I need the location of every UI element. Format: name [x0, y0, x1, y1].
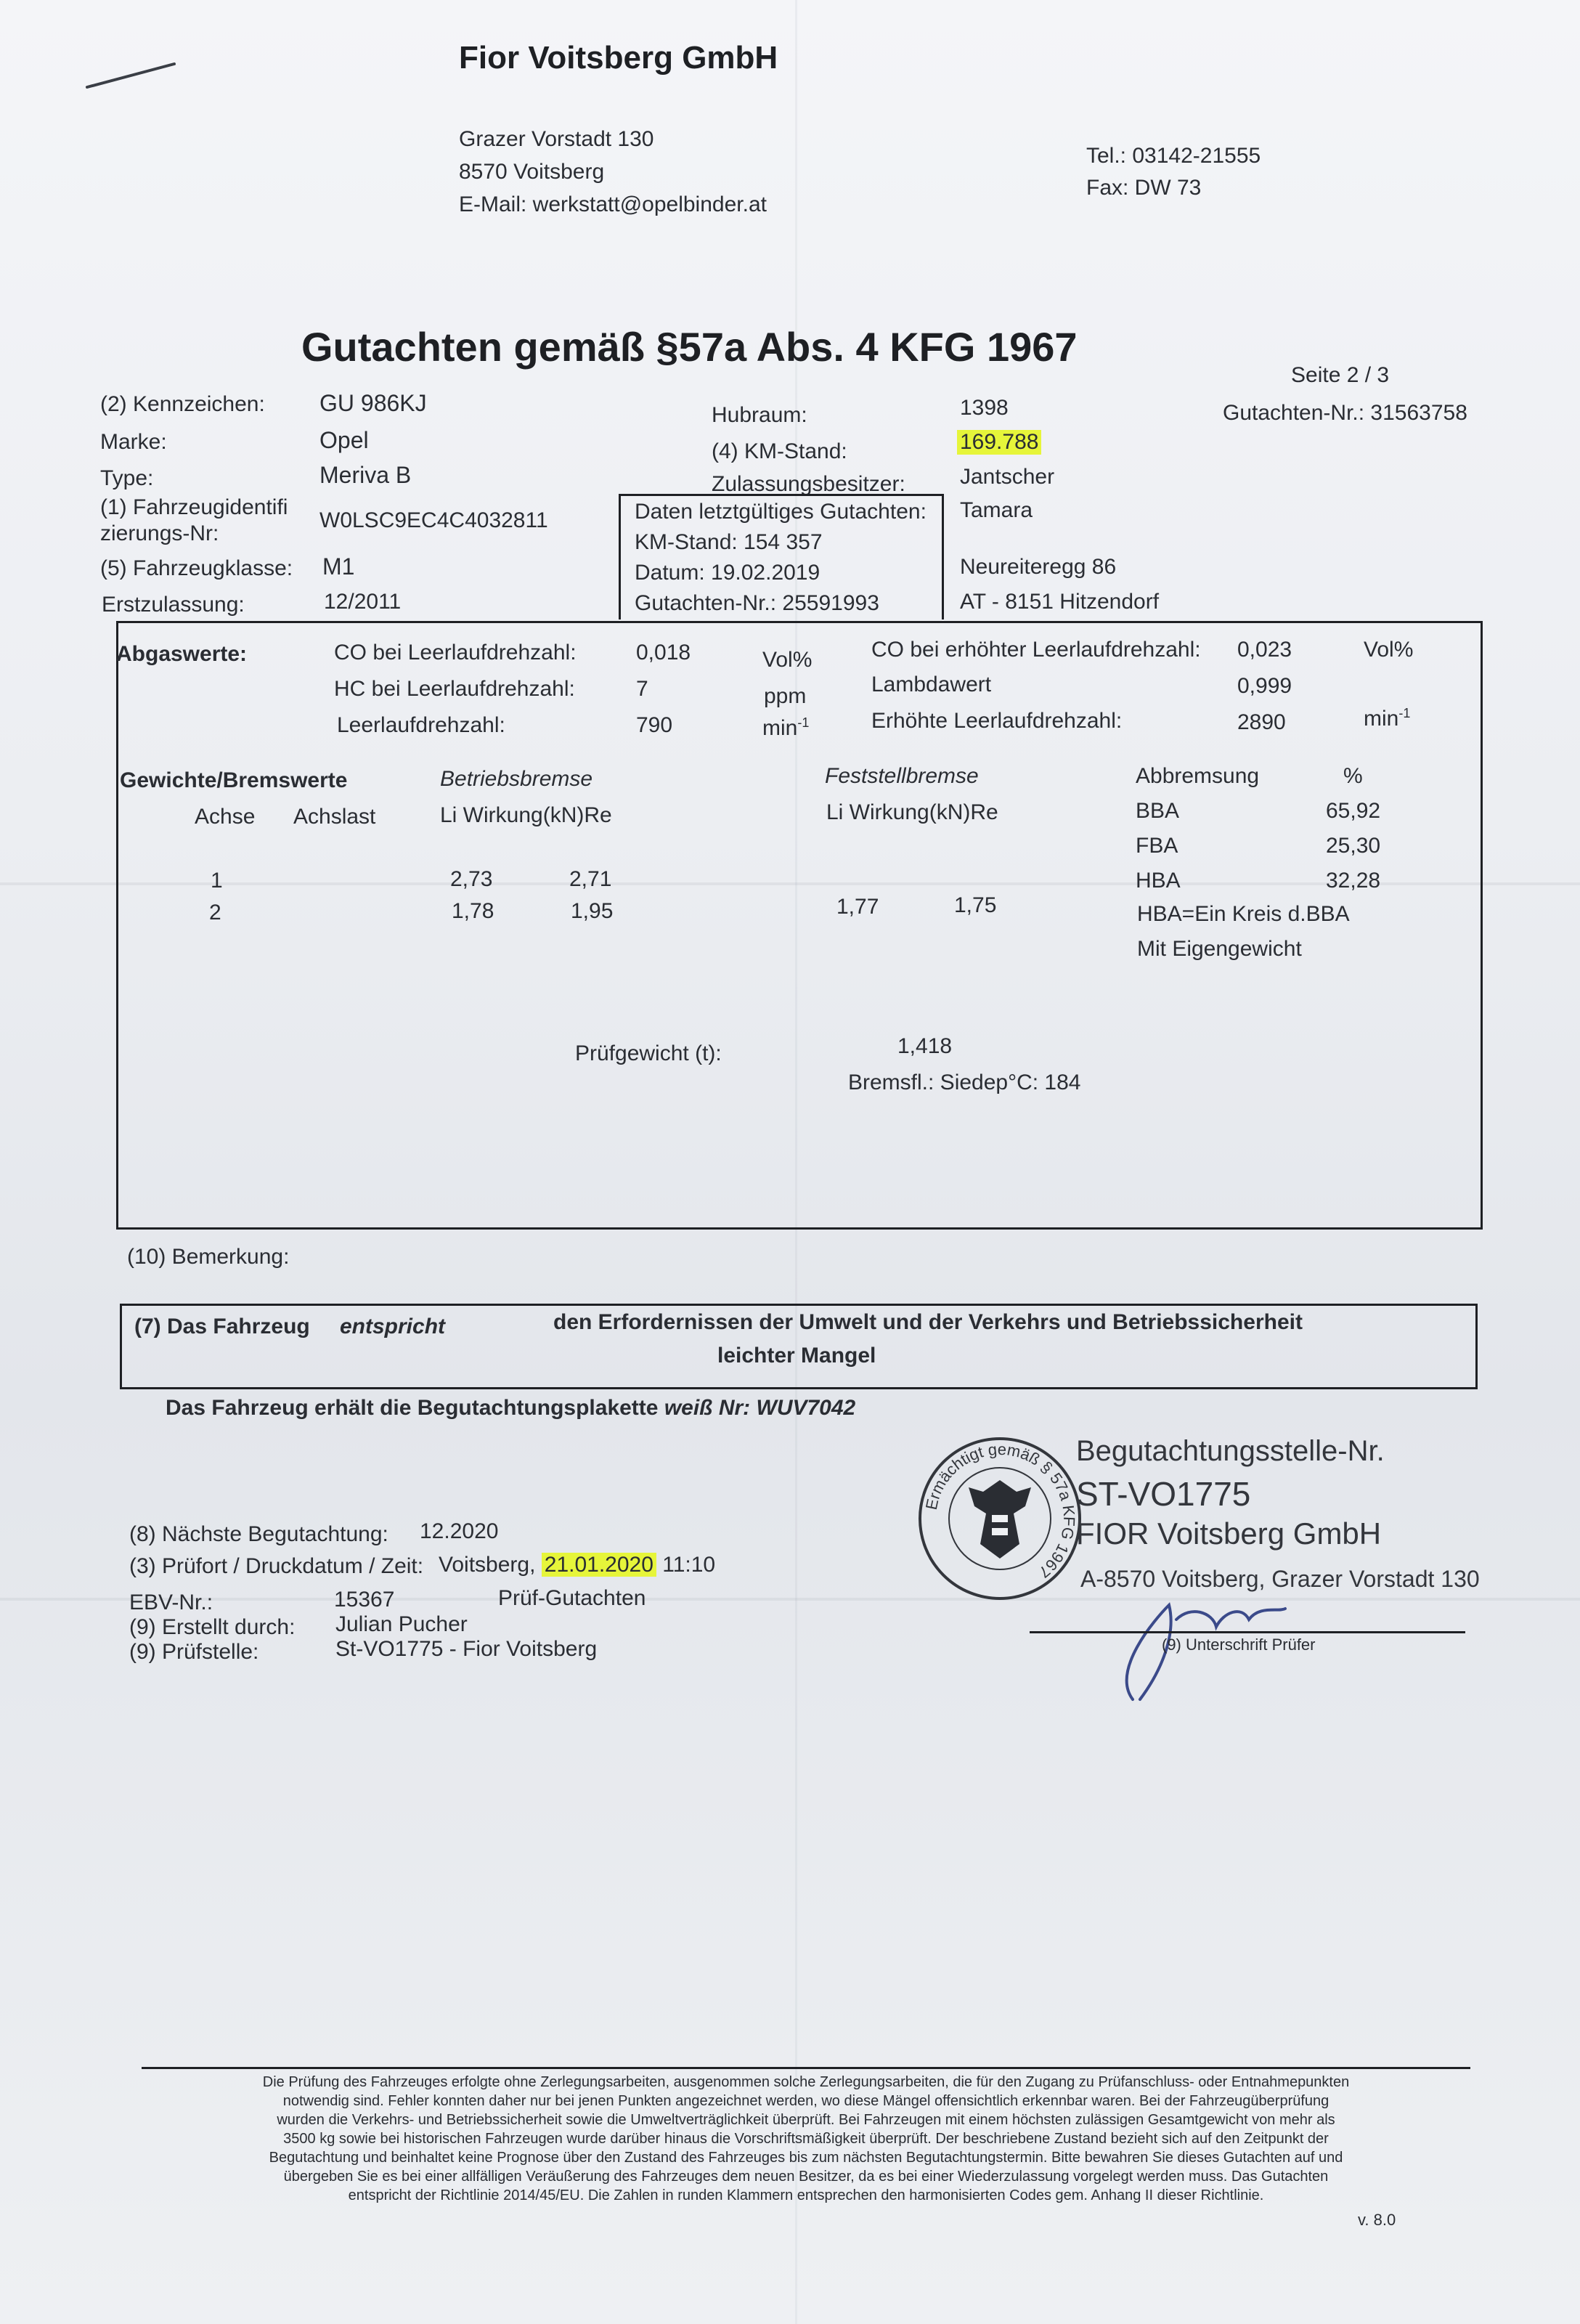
company-name: Fior Voitsberg GmbH	[459, 40, 778, 76]
plakette-number: weiß Nr: WUV7042	[664, 1396, 856, 1420]
rpm-high-value: 2890	[1237, 710, 1286, 734]
fin-label-cont: zierungs-Nr:	[100, 521, 219, 545]
disclaimer-line: Die Prüfung des Fahrzeuges erfolgte ohne Zerlegungsarbeiten, ausgenommen solche Zerlegungsarbeiten, die für den Zugang zu Prüfanschluss- oder Entnahmepunkten	[262, 2074, 1350, 2090]
feststellbremse-header: Feststellbremse	[825, 764, 979, 788]
bremsfluessigkeit: Bremsfl.: Siedep°C: 184	[848, 1070, 1081, 1094]
km-label: (4) KM-Stand:	[712, 439, 847, 463]
disclaimer-line: Begutachtung und beinhaltet keine Prognose über den Zustand des Fahrzeuges bis zum nächsten Begutachtungstermin. Bitte bewahren Sie dieses Gutachten auf und	[269, 2150, 1343, 2166]
marke-value: Opel	[319, 427, 369, 453]
company-email: E-Mail: werkstatt@opelbinder.at	[459, 192, 767, 216]
verdict-mangel: leichter Mangel	[717, 1344, 876, 1368]
fin-value: W0LSC9EC4C4032811	[319, 508, 548, 532]
hc-label: HC bei Leerlaufdrehzahl:	[334, 677, 575, 701]
verdict-text: den Erfordernissen der Umwelt und der Verkehrs und Betriebssicherheit	[553, 1310, 1303, 1334]
besitzer-line: Neureiteregg 86	[960, 555, 1117, 579]
stamp-line2: ST-VO1775	[1076, 1475, 1251, 1513]
co-unit: Vol%	[762, 648, 813, 672]
next-inspection-label: (8) Nächste Begutachtung:	[129, 1522, 388, 1546]
ebv-label: EBV-Nr.:	[129, 1590, 213, 1614]
axle-2-park-left: 1,77	[836, 895, 879, 919]
last-report-line: KM-Stand: 154 357	[635, 530, 823, 554]
verdict-status: entspricht	[340, 1315, 446, 1338]
axle-2-right: 1,95	[571, 899, 614, 923]
stamp-line1: Begutachtungsstelle-Nr.	[1076, 1435, 1385, 1467]
hba-note: HBA=Ein Kreis d.BBA	[1137, 902, 1350, 926]
axle-1: 1	[211, 869, 223, 893]
last-report-line: Daten letztgültiges Gutachten:	[635, 500, 927, 524]
bba-value: 65,92	[1326, 799, 1381, 823]
hc-value: 7	[636, 677, 648, 701]
pruefstelle-label: (9) Prüfstelle:	[129, 1640, 259, 1664]
co-high-label: CO bei erhöhter Leerlaufdrehzahl:	[871, 638, 1201, 662]
rpm-high-unit	[1364, 706, 1410, 731]
disclaimer-line: notwendig sind. Fehler konnten daher nur bei jenen Punkten angezeichnet werden, wo diese Mängel offensichtlich erkennbar waren. Bei der Fahrzeugüberprüfung	[282, 2093, 1329, 2109]
disclaimer-line: entspricht der Richtlinie 2014/45/EU. Die Zahlen in runden Klammern entsprechen den harmonisierten Codes gem. Anhang II dieser Richtlinie.	[348, 2187, 1264, 2203]
official-seal	[916, 1435, 1083, 1602]
co-high-unit: Vol%	[1364, 638, 1414, 662]
company-tel: Tel.: 03142-21555	[1086, 144, 1261, 168]
achslast-header: Achslast	[293, 805, 376, 829]
ebv-value: 15367	[334, 1588, 395, 1612]
kennzeichen-value: GU 986KJ	[319, 390, 427, 416]
disclaimer-line: übergeben Sie es bei einer allfälligen Veräußerung des Fahrzeuges dem neuen Besitzer, da es bei einer Wiederzulassung vorgelegt werden muss. Das Gutachten	[283, 2169, 1329, 2185]
disclaimer-rule	[142, 2067, 1470, 2069]
company-fax: Fax: DW 73	[1086, 176, 1202, 200]
erstellt-value: Julian Pucher	[335, 1612, 468, 1636]
axle-1-right: 2,71	[569, 867, 612, 891]
next-inspection-value: 12.2020	[420, 1519, 499, 1543]
axle-2: 2	[209, 901, 221, 925]
type-value: Meriva B	[319, 462, 412, 488]
type-label: Type:	[100, 466, 154, 490]
kennzeichen-label: (2) Kennzeichen:	[100, 392, 265, 416]
pruefort-line	[439, 1553, 715, 1577]
hubraum-value: 1398	[960, 396, 1009, 420]
eigengewicht-note: Mit Eigengewicht	[1137, 937, 1302, 961]
unit-exponent: -1	[797, 715, 810, 730]
hba-label: HBA	[1136, 869, 1181, 893]
marke-label: Marke:	[100, 430, 167, 454]
axle-2-park-right: 1,75	[954, 893, 997, 917]
lambda-value: 0,999	[1237, 674, 1292, 698]
hc-unit: ppm	[764, 684, 807, 708]
brakes-label: Gewichte/Bremswerte	[120, 768, 348, 792]
pruefort-city: Voitsberg,	[439, 1553, 536, 1577]
document-title: Gutachten gemäß §57a Abs. 4 KFG 1967	[301, 324, 1078, 370]
klasse-value: M1	[322, 553, 355, 580]
pruefort-label: (3) Prüfort / Druckdatum / Zeit:	[129, 1554, 424, 1578]
unit-exponent: -1	[1398, 706, 1411, 720]
axle-1-left: 2,73	[450, 867, 493, 891]
erstzulassung-value: 12/2011	[324, 590, 402, 614]
version: v. 8.0	[1358, 2211, 1396, 2229]
disclaimer-line: wurden die Verkehrs- und Betriebssicherheit sowie die Umweltverträglichkeit überprüft. Bei Fahrzeugen mit einem höchsten zulässigen Gesamtgewicht von mehr als	[277, 2112, 1335, 2128]
signature-label: (9) Unterschrift Prüfer	[1162, 1636, 1316, 1654]
fba-label: FBA	[1136, 834, 1178, 858]
stamp-line3: FIOR Voitsberg GmbH	[1076, 1516, 1382, 1551]
idle-value: 790	[636, 713, 673, 737]
unit-text: min	[762, 716, 798, 740]
betriebsbremse-header: Betriebsbremse	[440, 767, 593, 791]
pen-mark	[80, 51, 182, 94]
remark-label: (10) Bemerkung:	[127, 1245, 290, 1269]
pruefgewicht-value: 1,418	[897, 1034, 953, 1058]
abbremsung-header: Abbremsung	[1136, 764, 1260, 788]
klasse-label: (5) Fahrzeugklasse:	[100, 556, 293, 580]
km-value: 169.788	[957, 430, 1041, 455]
paper-fold	[0, 1598, 1580, 1601]
erstellt-label: (9) Erstellt durch:	[129, 1615, 296, 1639]
achse-header: Achse	[195, 805, 256, 829]
page-number: Seite 2 / 3	[1291, 363, 1390, 387]
besitzer-line: Tamara	[960, 498, 1033, 522]
rpm-high-label: Erhöhte Leerlaufdrehzahl:	[871, 709, 1123, 733]
betriebsbremse-cols: Li Wirkung(kN)Re	[440, 803, 612, 827]
idle-label: Leerlaufdrehzahl:	[337, 713, 505, 737]
pruefgewicht-label: Prüfgewicht (t):	[575, 1041, 722, 1065]
feststellbremse-cols: Li Wirkung(kN)Re	[826, 800, 998, 824]
pruefstelle-value: St-VO1775 - Fior Voitsberg	[335, 1637, 598, 1661]
besitzer-line: Jantscher	[960, 465, 1055, 489]
erstzulassung-label: Erstzulassung:	[102, 593, 245, 617]
print-date: 21.01.2020	[542, 1553, 656, 1577]
company-city: 8570 Voitsberg	[459, 160, 605, 184]
company-street: Grazer Vorstadt 130	[459, 127, 654, 151]
bba-label: BBA	[1136, 799, 1180, 823]
seal-text: Ermächtigt gemäß § 57a KFG 1967	[921, 1439, 1079, 1582]
co-label: CO bei Leerlaufdrehzahl:	[334, 641, 577, 665]
plakette-info	[166, 1396, 855, 1421]
hba-value: 32,28	[1326, 869, 1381, 893]
emissions-label: Abgaswerte:	[116, 642, 248, 666]
stamp-line4: A-8570 Voitsberg, Grazer Vorstadt 130	[1080, 1566, 1480, 1592]
ebv-type: Prüf-Gutachten	[498, 1586, 646, 1610]
hubraum-label: Hubraum:	[712, 403, 807, 427]
disclaimer	[142, 2073, 1470, 2205]
report-number: Gutachten-Nr.: 31563758	[1223, 401, 1467, 425]
signature-line	[1030, 1631, 1465, 1633]
idle-unit	[762, 715, 809, 741]
fba-value: 25,30	[1326, 834, 1381, 858]
fin-label: (1) Fahrzeugidentifi	[100, 495, 288, 519]
co-high-value: 0,023	[1237, 638, 1292, 662]
axle-2-left: 1,78	[452, 899, 494, 923]
besitzer-label: Zulassungsbesitzer:	[712, 472, 905, 496]
plakette-text: Das Fahrzeug erhält die Begutachtungsplakette	[166, 1396, 659, 1420]
last-report-line: Datum: 19.02.2019	[635, 561, 820, 585]
co-value: 0,018	[636, 641, 691, 665]
besitzer-line: AT - 8151 Hitzendorf	[960, 590, 1160, 614]
lambda-label: Lambdawert	[871, 673, 992, 696]
print-time: 11:10	[662, 1553, 716, 1577]
verdict-prefix: (7) Das Fahrzeug	[134, 1315, 310, 1338]
unit-text: min	[1364, 707, 1399, 731]
disclaimer-line: 3500 kg sowie bei historischen Fahrzeugen wurde darüber hinaus die Vorschriftsmäßigkeit überprüft. Der beschriebene Zustand bezieht sich auf den Zeitpunkt der	[283, 2131, 1329, 2147]
percent-header: %	[1343, 764, 1363, 788]
last-report-line: Gutachten-Nr.: 25591993	[635, 591, 879, 615]
